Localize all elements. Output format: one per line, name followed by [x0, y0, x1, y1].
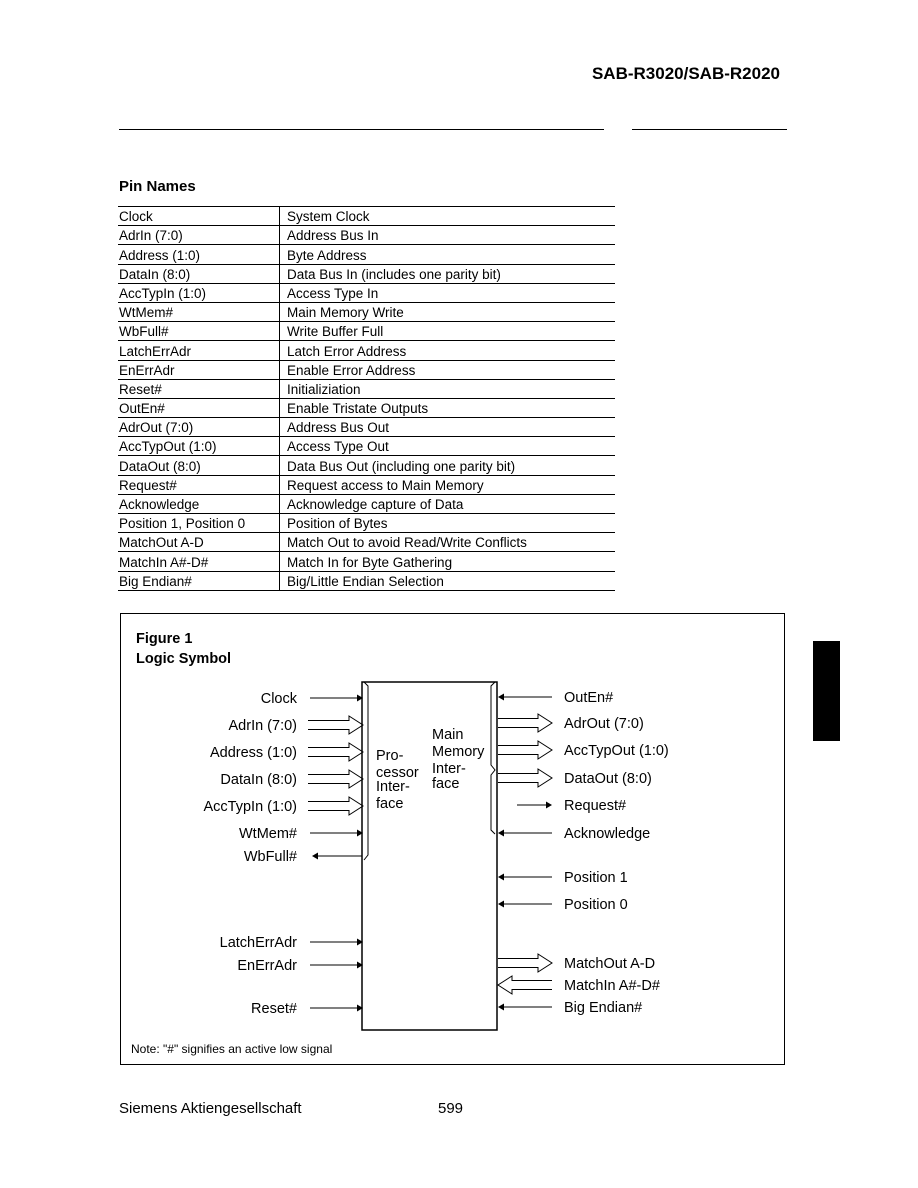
- input-signal-label: EnErrAdr: [237, 958, 297, 974]
- memory-interface-text: Inter-: [432, 761, 466, 777]
- input-signal-label: AdrIn (7:0): [228, 718, 297, 734]
- arrow-head: [498, 694, 504, 701]
- pin-name-cell: AdrOut (7:0): [118, 418, 280, 437]
- pin-description-cell: Address Bus Out: [280, 418, 616, 437]
- output-signal: [498, 714, 644, 732]
- pin-name-cell: WbFull#: [118, 322, 280, 341]
- pin-description-cell: Initializiation: [280, 379, 616, 398]
- pin-name-cell: DataIn (8:0): [118, 264, 280, 283]
- input-signal-label: LatchErrAdr: [219, 935, 297, 951]
- pin-name-cell: Clock: [118, 207, 280, 226]
- footer-company: Siemens Aktiengesellschaft: [119, 1100, 302, 1117]
- pin-description-cell: Big/Little Endian Selection: [280, 571, 616, 590]
- output-signal: [517, 798, 626, 814]
- input-signal: [251, 1001, 363, 1017]
- output-signal: [498, 769, 652, 787]
- pin-description-cell: Write Buffer Full: [280, 322, 616, 341]
- output-signal-label: MatchIn A#-D#: [564, 978, 660, 994]
- output-signal-label: Position 0: [564, 897, 628, 913]
- input-signal-label: Address (1:0): [209, 745, 297, 761]
- section-tab-marker: [813, 641, 840, 741]
- pin-description-cell: Address Bus In: [280, 226, 616, 245]
- memory-interface-text: Main: [432, 727, 464, 743]
- document-title: SAB-R3020/SAB-R2020: [591, 64, 780, 83]
- pin-name-cell: AdrIn (7:0): [118, 226, 280, 245]
- output-signal-label: Position 1: [564, 870, 628, 886]
- pin-name-cell: MatchIn A#-D#: [118, 552, 280, 571]
- pin-description-cell: Data Bus Out (including one parity bit): [280, 456, 616, 475]
- pin-name-cell: Acknowledge: [118, 494, 280, 513]
- bus-arrow: [308, 716, 363, 734]
- bus-arrow: [308, 797, 363, 815]
- processor-interface-text: Inter-: [376, 779, 410, 795]
- page-number: 599: [438, 1100, 464, 1117]
- bus-arrow: [498, 769, 552, 787]
- arrow-head: [498, 1004, 504, 1011]
- pin-name-cell: AccTypOut (1:0): [118, 437, 280, 456]
- input-signals: [204, 691, 363, 1017]
- output-signal: [498, 741, 669, 759]
- pin-description-cell: Enable Error Address: [280, 360, 616, 379]
- processor-interface-bracket: [364, 682, 368, 860]
- input-signal: [220, 935, 363, 951]
- output-signal-label: MatchOut A-D: [564, 956, 656, 972]
- processor-interface-text: Pro-: [376, 748, 404, 764]
- input-signal-label: DataIn (8:0): [220, 772, 297, 788]
- output-signal: [498, 690, 613, 706]
- processor-interface-text: face: [376, 796, 404, 812]
- output-signal: [498, 1000, 642, 1016]
- output-signal-label: OutEn#: [564, 690, 614, 706]
- output-signal-label: Request#: [564, 798, 627, 814]
- output-signal: [498, 897, 628, 913]
- arrow-head: [546, 802, 552, 809]
- arrow-head: [498, 874, 504, 881]
- input-signal: [210, 743, 363, 761]
- pin-name-cell: WtMem#: [118, 302, 280, 321]
- output-signal: [498, 954, 655, 972]
- processor-interface-text: cessor: [376, 765, 419, 781]
- output-signal: [498, 976, 660, 994]
- memory-interface-text: face: [432, 776, 460, 792]
- pin-name-cell: EnErrAdr: [118, 360, 280, 379]
- memory-interface-label: [432, 727, 485, 792]
- pin-description-cell: Enable Tristate Outputs: [280, 398, 616, 417]
- pin-name-cell: AccTypIn (1:0): [118, 283, 280, 302]
- pin-name-cell: OutEn#: [118, 398, 280, 417]
- bus-arrow: [498, 976, 552, 994]
- pin-description-cell: Access Type In: [280, 283, 616, 302]
- pin-name-cell: Request#: [118, 475, 280, 494]
- pin-name-cell: LatchErrAdr: [118, 341, 280, 360]
- pin-description-cell: Acknowledge capture of Data: [280, 494, 616, 513]
- pin-description-cell: Main Memory Write: [280, 302, 616, 321]
- logic-block: [362, 682, 497, 1030]
- memory-interface-text: Memory: [432, 744, 485, 760]
- bus-arrow: [498, 714, 552, 732]
- pin-name-cell: Reset#: [118, 379, 280, 398]
- output-signal-label: DataOut (8:0): [564, 771, 652, 787]
- output-signal-label: AdrOut (7:0): [564, 716, 644, 732]
- input-signal-label: Reset#: [251, 1001, 297, 1017]
- arrow-head: [498, 830, 504, 837]
- output-signals: [498, 690, 669, 1016]
- input-signal-label: WbFull#: [243, 849, 297, 865]
- bus-arrow: [498, 954, 552, 972]
- output-signal-label: AccTypOut (1:0): [564, 743, 669, 759]
- pin-name-cell: DataOut (8:0): [118, 456, 280, 475]
- pin-name-cell: MatchOut A-D: [118, 533, 280, 552]
- figure-note: Note: "#" signifies an active low signal: [131, 1042, 333, 1056]
- input-signal: [239, 826, 363, 842]
- input-signal-label: Clock: [260, 691, 297, 707]
- bus-arrow: [308, 770, 363, 788]
- input-signal: [220, 770, 363, 788]
- pin-names-title: Pin Names: [119, 178, 196, 195]
- input-signal: [204, 797, 363, 815]
- figure-title: Logic Symbol: [136, 651, 232, 667]
- arrow-head: [312, 853, 318, 860]
- input-signal: [261, 691, 363, 707]
- input-signal-label: AccTypIn (1:0): [203, 799, 297, 815]
- output-signal: [498, 826, 650, 842]
- bus-arrow: [308, 743, 363, 761]
- pin-description-cell: Match In for Byte Gathering: [280, 552, 616, 571]
- pin-description-cell: Data Bus In (includes one parity bit): [280, 264, 616, 283]
- pin-description-cell: System Clock: [280, 207, 616, 226]
- output-signal-label: Acknowledge: [564, 826, 651, 842]
- processor-interface-label: [376, 748, 419, 812]
- figure-number: Figure 1: [136, 631, 193, 647]
- pin-name-cell: Address (1:0): [118, 245, 280, 264]
- pin-description-cell: Position of Bytes: [280, 514, 616, 533]
- pin-name-cell: Position 1, Position 0: [118, 514, 280, 533]
- input-signal: [229, 716, 364, 734]
- pin-description-cell: Access Type Out: [280, 437, 616, 456]
- input-signal: [237, 958, 363, 974]
- pin-description-cell: Match Out to avoid Read/Write Conflicts: [280, 533, 616, 552]
- pin-name-cell: Big Endian#: [118, 571, 280, 590]
- memory-interface-bracket: [491, 682, 495, 834]
- bus-arrow: [498, 741, 552, 759]
- input-signal-label: WtMem#: [239, 826, 297, 842]
- output-signal-label: Big Endian#: [564, 1000, 643, 1016]
- pin-description-cell: Byte Address: [280, 245, 616, 264]
- arrow-head: [498, 901, 504, 908]
- pin-description-cell: Latch Error Address: [280, 341, 616, 360]
- input-signal: [244, 849, 362, 865]
- output-signal: [498, 870, 628, 886]
- pin-description-cell: Request access to Main Memory: [280, 475, 616, 494]
